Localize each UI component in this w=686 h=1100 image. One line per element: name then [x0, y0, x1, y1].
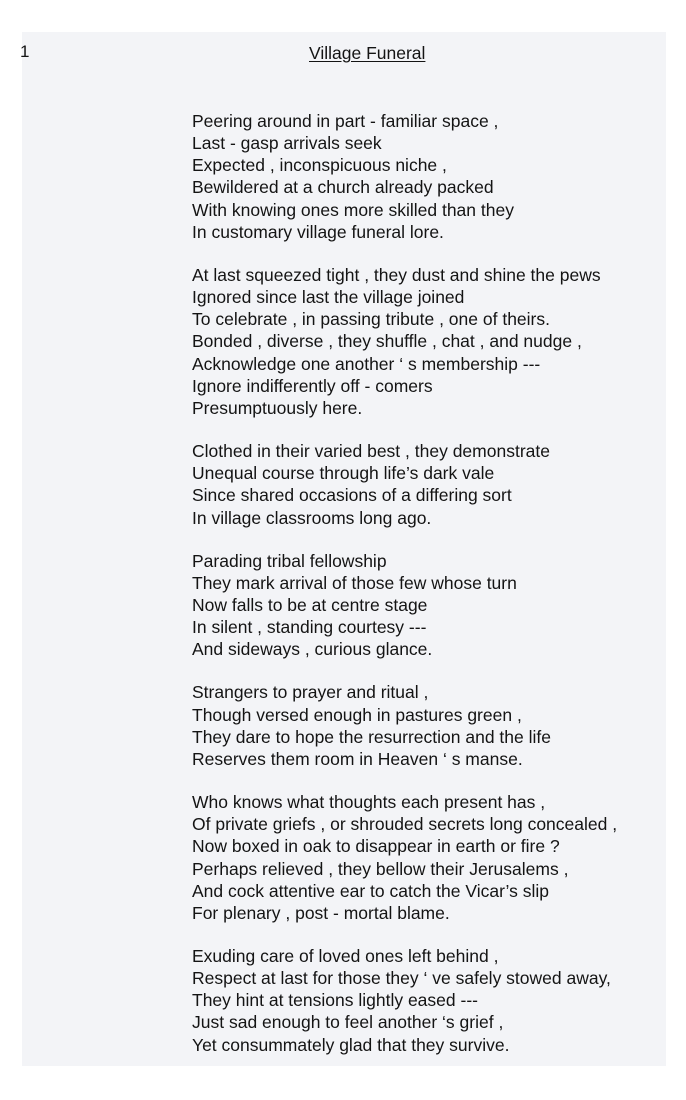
stanza	[192, 440, 666, 529]
poem-line: For plenary , post - mortal blame.	[192, 902, 450, 923]
stanza	[192, 945, 666, 1056]
poem-line: In village classrooms long ago.	[192, 507, 432, 528]
poem-line: Presumptuously here.	[192, 397, 363, 418]
poem-line: Parading tribal fellowship	[192, 550, 387, 571]
poem-line: Last - gasp arrivals seek	[192, 133, 382, 154]
poem-line: Who knows what thoughts each present has ,	[192, 792, 546, 813]
poem-line: Respect at last for those they ‘ ve safely stowed away,	[192, 968, 611, 989]
poem-line: Ignore indifferently off - comers	[192, 375, 433, 396]
poem-line: They hint at tensions lightly eased ---	[192, 990, 478, 1011]
stanza	[192, 264, 666, 419]
poem-line: Clothed in their varied best , they demonstrate	[192, 441, 550, 462]
poem-line: Yet consummately glad that they survive.	[192, 1034, 510, 1055]
stanza	[192, 681, 666, 770]
poem-line: And cock attentive ear to catch the Vicar’s slip	[192, 880, 549, 901]
poem-line: In customary village funeral lore.	[192, 221, 444, 242]
poem-line: Reserves them room in Heaven ‘ s manse.	[192, 748, 523, 769]
poem-line: Now falls to be at centre stage	[192, 594, 428, 615]
poem-line: Since shared occasions of a differing sort	[192, 485, 512, 506]
poem-line: Ignored since last the village joined	[192, 287, 465, 308]
poem-line: They mark arrival of those few whose turn	[192, 572, 517, 593]
stanza	[192, 110, 666, 243]
poem-line: Bonded , diverse , they shuffle , chat , and nudge ,	[192, 331, 582, 352]
stanza	[192, 550, 666, 661]
poem-line: Perhaps relieved , they bellow their Jerusalems ,	[192, 858, 569, 879]
poem-line: Strangers to prayer and ritual ,	[192, 682, 429, 703]
poem-line: With knowing ones more skilled than they	[192, 199, 514, 220]
poem-line: Exuding care of loved ones left behind ,	[192, 946, 499, 966]
poem-line: And sideways , curious glance.	[192, 639, 433, 660]
page-number: 1	[20, 42, 30, 61]
poem-line: Expected , inconspicuous niche ,	[192, 155, 447, 176]
poem-line: Acknowledge one another ‘ s membership ---	[192, 353, 541, 374]
poem-line: Peering around in part - familiar space ,	[192, 111, 499, 131]
poem-line: Of private griefs , or shrouded secrets long concealed ,	[192, 814, 618, 835]
poem-line: Though versed enough in pastures green ,	[192, 704, 522, 725]
poem-line: Bewildered at a church already packed	[192, 177, 494, 198]
poem-line: Just sad enough to feel another ‘s grief ,	[192, 1012, 504, 1033]
stanza	[192, 791, 666, 924]
poem-title: Village Funeral	[309, 43, 426, 63]
poem-line: Now boxed in oak to disappear in earth or fire ?	[192, 836, 560, 857]
poem-body	[192, 110, 666, 1077]
poem-line: To celebrate , in passing tribute , one of theirs.	[192, 309, 550, 330]
poem-line: At last squeezed tight , they dust and shine the pews	[192, 264, 601, 285]
poem-line: They dare to hope the resurrection and the life	[192, 726, 551, 747]
poem-line: In silent , standing courtesy ---	[192, 617, 427, 638]
poem-line: Unequal course through life’s dark vale	[192, 463, 495, 484]
